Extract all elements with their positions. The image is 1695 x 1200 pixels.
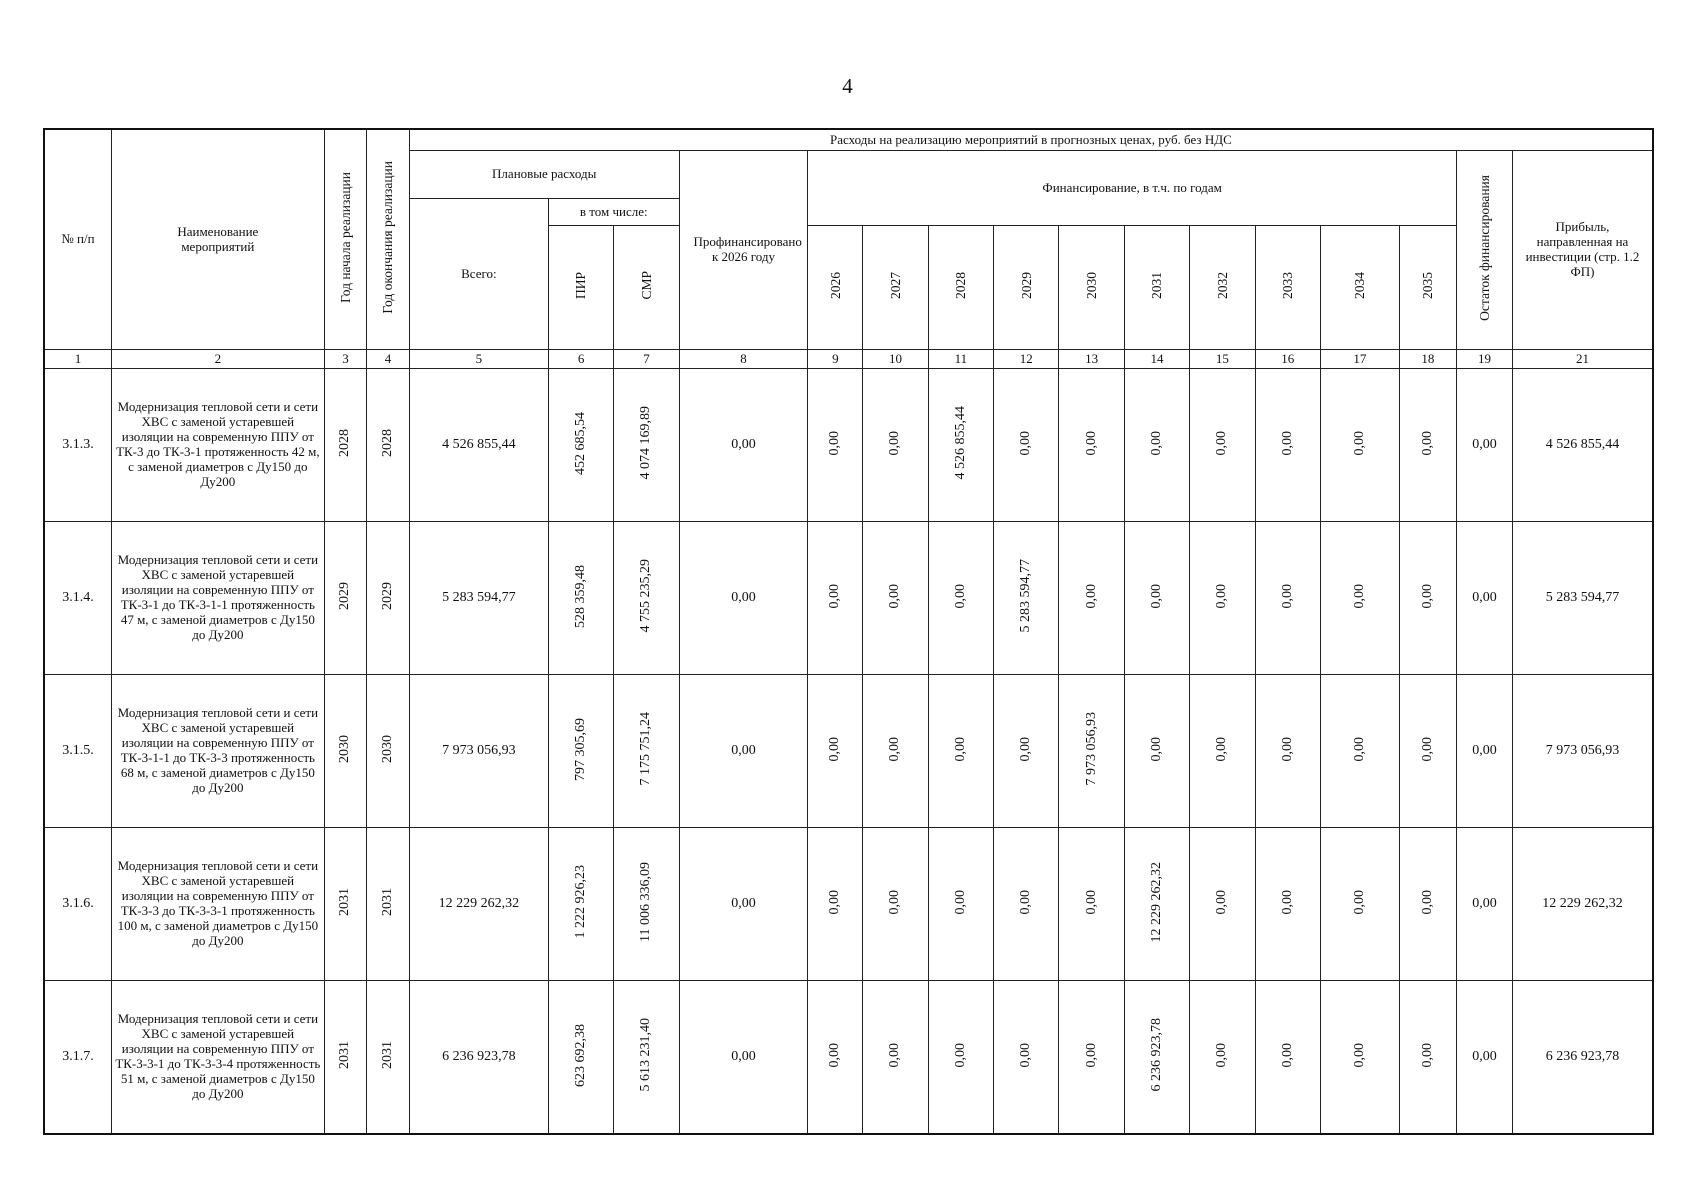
year-funding-2032 bbox=[1190, 828, 1255, 981]
remainder-financing: 0,00 bbox=[1456, 522, 1512, 675]
column-number: 21 bbox=[1512, 350, 1653, 369]
start-year bbox=[324, 981, 367, 1135]
pir-cost bbox=[548, 675, 613, 828]
year-funding-2027 bbox=[863, 675, 928, 828]
header-total: Всего: bbox=[409, 199, 548, 350]
header-year-2030 bbox=[1059, 226, 1124, 350]
header-including: в том числе: bbox=[548, 199, 679, 226]
measure-name: Модернизация тепловой сети и сети ХВС с заменой устаревшей изоляции на современную ППУ от ТК-3-3 до ТК-3-3-1 протяженность 100 м, с заменой диаметров с Ду150 до Ду200 bbox=[111, 828, 324, 981]
header-start-year-text: Год начала реализации bbox=[337, 172, 353, 303]
profit-investment: 7 973 056,93 bbox=[1512, 675, 1653, 828]
smr-cost-text: 5 613 231,40 bbox=[638, 1018, 654, 1092]
smr-cost bbox=[614, 675, 679, 828]
year-funding-2029 bbox=[994, 828, 1059, 981]
start-year bbox=[324, 828, 367, 981]
column-number: 9 bbox=[808, 350, 863, 369]
year-funding-2030-text: 7 973 056,93 bbox=[1083, 712, 1099, 786]
year-funding-2034-text: 0,00 bbox=[1351, 736, 1367, 762]
year-funding-2027-text: 0,00 bbox=[887, 889, 903, 915]
year-funding-2031-text: 6 236 923,78 bbox=[1148, 1018, 1164, 1092]
year-funding-2027-text: 0,00 bbox=[887, 736, 903, 762]
end-year bbox=[367, 522, 410, 675]
end-year bbox=[367, 675, 410, 828]
year-funding-2027-text: 0,00 bbox=[887, 583, 903, 609]
header-year-2031 bbox=[1124, 226, 1189, 350]
year-funding-2028-text: 0,00 bbox=[952, 1042, 968, 1068]
year-funding-2028 bbox=[928, 675, 993, 828]
year-funding-2029-text: 0,00 bbox=[1018, 889, 1034, 915]
year-funding-2034 bbox=[1320, 981, 1399, 1135]
header-smr-text: СМР bbox=[638, 271, 654, 300]
year-label: 2034 bbox=[1352, 272, 1368, 300]
header-year-2027 bbox=[863, 226, 928, 350]
header-financed bbox=[679, 151, 808, 350]
year-funding-2029 bbox=[994, 981, 1059, 1135]
smr-cost-text: 4 755 235,29 bbox=[638, 559, 654, 633]
year-funding-2030-text: 0,00 bbox=[1083, 889, 1099, 915]
year-funding-2027 bbox=[863, 522, 928, 675]
row-number: 3.1.5. bbox=[44, 675, 111, 828]
year-funding-2033 bbox=[1255, 828, 1320, 981]
year-funding-2026-text: 0,00 bbox=[827, 1042, 843, 1068]
financed-by-2026: 0,00 bbox=[679, 828, 808, 981]
header-planned: Плановые расходы bbox=[409, 151, 679, 199]
year-funding-2027 bbox=[863, 981, 928, 1135]
header-remainder-text: Остаток финансирования bbox=[1476, 175, 1492, 321]
total-cost: 12 229 262,32 bbox=[409, 828, 548, 981]
year-funding-2026-text: 0,00 bbox=[827, 889, 843, 915]
year-funding-2035-text: 0,00 bbox=[1419, 1042, 1435, 1068]
header-year-2028 bbox=[928, 226, 993, 350]
header-pir bbox=[548, 226, 613, 350]
pir-cost bbox=[548, 369, 613, 522]
year-funding-2035 bbox=[1399, 828, 1456, 981]
year-funding-2030 bbox=[1059, 675, 1124, 828]
table-row bbox=[44, 981, 1653, 1135]
smr-cost-text: 4 074 169,89 bbox=[638, 406, 654, 480]
year-funding-2029-text: 5 283 594,77 bbox=[1018, 559, 1034, 633]
year-funding-2033-text: 0,00 bbox=[1279, 583, 1295, 609]
pir-cost-text: 623 692,38 bbox=[573, 1023, 589, 1087]
header-no: № п/п bbox=[44, 129, 111, 350]
year-funding-2030 bbox=[1059, 828, 1124, 981]
measure-name: Модернизация тепловой сети и сети ХВС с заменой устаревшей изоляции на современную ППУ от ТК-3-3-1 до ТК-3-3-4 протяженность 51 м, с заменой диаметров с Ду150 до Ду200 bbox=[111, 981, 324, 1135]
smr-cost bbox=[614, 828, 679, 981]
year-funding-2026 bbox=[808, 369, 863, 522]
total-cost: 4 526 855,44 bbox=[409, 369, 548, 522]
total-cost: 5 283 594,77 bbox=[409, 522, 548, 675]
year-funding-2028-text: 0,00 bbox=[952, 889, 968, 915]
year-funding-2027-text: 0,00 bbox=[887, 430, 903, 456]
smr-cost-text: 7 175 751,24 bbox=[638, 712, 654, 786]
start-year-text: 2029 bbox=[337, 582, 353, 611]
year-funding-2028 bbox=[928, 981, 993, 1135]
pir-cost-text: 797 305,69 bbox=[573, 717, 589, 781]
year-funding-2033-text: 0,00 bbox=[1279, 1042, 1295, 1068]
year-funding-2029-text: 0,00 bbox=[1018, 430, 1034, 456]
year-funding-2029 bbox=[994, 675, 1059, 828]
year-funding-2026 bbox=[808, 522, 863, 675]
column-number: 16 bbox=[1255, 350, 1320, 369]
year-funding-2035-text: 0,00 bbox=[1419, 583, 1435, 609]
year-funding-2026-text: 0,00 bbox=[827, 583, 843, 609]
year-funding-2029-text: 0,00 bbox=[1018, 736, 1034, 762]
financed-by-2026: 0,00 bbox=[679, 675, 808, 828]
smr-cost bbox=[614, 369, 679, 522]
financed-by-2026: 0,00 bbox=[679, 522, 808, 675]
column-number: 1 bbox=[44, 350, 111, 369]
year-funding-2028-text: 0,00 bbox=[952, 736, 968, 762]
table-row bbox=[44, 369, 1653, 522]
header-name bbox=[111, 129, 324, 350]
measure-name: Модернизация тепловой сети и сети ХВС с заменой устаревшей изоляции на современную ППУ от ТК-3 до ТК-3-1 протяженность 42 м, с заменой диаметров с Ду150 до Ду200 bbox=[111, 369, 324, 522]
header-name-text: Наименование мероприятий bbox=[177, 223, 259, 254]
year-funding-2032-text: 0,00 bbox=[1214, 889, 1230, 915]
year-funding-2032 bbox=[1190, 675, 1255, 828]
year-funding-2031-text: 0,00 bbox=[1148, 736, 1164, 762]
year-funding-2034-text: 0,00 bbox=[1351, 889, 1367, 915]
pir-cost-text: 1 222 926,23 bbox=[573, 865, 589, 939]
year-funding-2026 bbox=[808, 828, 863, 981]
financed-by-2026: 0,00 bbox=[679, 369, 808, 522]
start-year bbox=[324, 522, 367, 675]
year-funding-2032-text: 0,00 bbox=[1214, 1042, 1230, 1068]
header-year-2032 bbox=[1190, 226, 1255, 350]
year-funding-2035 bbox=[1399, 369, 1456, 522]
row-number: 3.1.7. bbox=[44, 981, 111, 1135]
year-funding-2030-text: 0,00 bbox=[1083, 430, 1099, 456]
table-row bbox=[44, 675, 1653, 828]
row-number: 3.1.6. bbox=[44, 828, 111, 981]
year-funding-2027 bbox=[863, 828, 928, 981]
profit-investment: 6 236 923,78 bbox=[1512, 981, 1653, 1135]
year-funding-2030 bbox=[1059, 369, 1124, 522]
year-funding-2031 bbox=[1124, 522, 1189, 675]
end-year-text: 2030 bbox=[379, 735, 395, 764]
year-funding-2031 bbox=[1124, 981, 1189, 1135]
year-funding-2031 bbox=[1124, 369, 1189, 522]
column-number: 11 bbox=[928, 350, 993, 369]
column-number-row bbox=[44, 350, 1653, 369]
year-funding-2030 bbox=[1059, 522, 1124, 675]
smr-cost-text: 11 006 336,09 bbox=[638, 862, 654, 943]
header-profit-text: Прибыль, направленная на инвестиции (стр. 1.2 ФП) bbox=[1525, 219, 1640, 279]
year-funding-2031-text: 0,00 bbox=[1148, 430, 1164, 456]
column-number: 4 bbox=[367, 350, 410, 369]
year-funding-2028 bbox=[928, 828, 993, 981]
column-number: 3 bbox=[324, 350, 367, 369]
header-smr bbox=[614, 226, 679, 350]
start-year-text: 2030 bbox=[337, 735, 353, 764]
end-year bbox=[367, 369, 410, 522]
year-funding-2033-text: 0,00 bbox=[1279, 889, 1295, 915]
year-funding-2029-text: 0,00 bbox=[1018, 1042, 1034, 1068]
year-funding-2033 bbox=[1255, 369, 1320, 522]
column-number: 19 bbox=[1456, 350, 1512, 369]
profit-investment: 12 229 262,32 bbox=[1512, 828, 1653, 981]
column-number: 7 bbox=[614, 350, 679, 369]
year-label: 2029 bbox=[1018, 272, 1034, 300]
year-funding-2027 bbox=[863, 369, 928, 522]
column-number: 5 bbox=[409, 350, 548, 369]
year-funding-2035-text: 0,00 bbox=[1419, 889, 1435, 915]
year-funding-2027-text: 0,00 bbox=[887, 1042, 903, 1068]
header-expenses-group: Расходы на реализацию мероприятий в прогнозных ценах, руб. без НДС bbox=[409, 129, 1653, 151]
column-number: 10 bbox=[863, 350, 928, 369]
year-funding-2033 bbox=[1255, 522, 1320, 675]
financed-by-2026: 0,00 bbox=[679, 981, 808, 1135]
header-year-2033 bbox=[1255, 226, 1320, 350]
profit-investment: 5 283 594,77 bbox=[1512, 522, 1653, 675]
pir-cost bbox=[548, 522, 613, 675]
year-label: 2027 bbox=[887, 272, 903, 300]
year-funding-2033-text: 0,00 bbox=[1279, 736, 1295, 762]
year-funding-2033 bbox=[1255, 675, 1320, 828]
total-cost: 7 973 056,93 bbox=[409, 675, 548, 828]
year-label: 2031 bbox=[1149, 272, 1165, 300]
year-funding-2034-text: 0,00 bbox=[1351, 1042, 1367, 1068]
year-funding-2033 bbox=[1255, 981, 1320, 1135]
year-funding-2035 bbox=[1399, 981, 1456, 1135]
remainder-financing: 0,00 bbox=[1456, 369, 1512, 522]
year-funding-2035-text: 0,00 bbox=[1419, 736, 1435, 762]
year-funding-2032 bbox=[1190, 522, 1255, 675]
year-label: 2033 bbox=[1280, 272, 1296, 300]
year-funding-2030-text: 0,00 bbox=[1083, 583, 1099, 609]
column-number: 17 bbox=[1320, 350, 1399, 369]
remainder-financing: 0,00 bbox=[1456, 675, 1512, 828]
pir-cost bbox=[548, 828, 613, 981]
header-year-2034 bbox=[1320, 226, 1399, 350]
year-funding-2035 bbox=[1399, 522, 1456, 675]
year-funding-2034-text: 0,00 bbox=[1351, 430, 1367, 456]
header-profit bbox=[1512, 151, 1653, 350]
smr-cost bbox=[614, 522, 679, 675]
year-funding-2034 bbox=[1320, 675, 1399, 828]
end-year-text: 2031 bbox=[379, 1041, 395, 1070]
year-funding-2031-text: 0,00 bbox=[1148, 583, 1164, 609]
total-cost: 6 236 923,78 bbox=[409, 981, 548, 1135]
table-row bbox=[44, 828, 1653, 981]
start-year-text: 2028 bbox=[337, 429, 353, 458]
year-funding-2035 bbox=[1399, 675, 1456, 828]
year-funding-2032 bbox=[1190, 981, 1255, 1135]
header-remainder bbox=[1456, 151, 1512, 350]
year-funding-2032 bbox=[1190, 369, 1255, 522]
year-label: 2035 bbox=[1420, 272, 1436, 300]
year-funding-2026 bbox=[808, 675, 863, 828]
header-year-2029 bbox=[994, 226, 1059, 350]
column-number: 13 bbox=[1059, 350, 1124, 369]
header-end-year bbox=[367, 129, 410, 350]
year-funding-2032-text: 0,00 bbox=[1214, 430, 1230, 456]
year-funding-2034 bbox=[1320, 522, 1399, 675]
header-year-2026 bbox=[808, 226, 863, 350]
remainder-financing: 0,00 bbox=[1456, 981, 1512, 1135]
header-pir-text: ПИР bbox=[573, 272, 589, 300]
column-number: 14 bbox=[1124, 350, 1189, 369]
profit-investment: 4 526 855,44 bbox=[1512, 369, 1653, 522]
header-financing: Финансирование, в т.ч. по годам bbox=[808, 151, 1457, 226]
year-label: 2028 bbox=[953, 272, 969, 300]
end-year bbox=[367, 828, 410, 981]
end-year bbox=[367, 981, 410, 1135]
end-year-text: 2028 bbox=[379, 429, 395, 458]
column-number: 6 bbox=[548, 350, 613, 369]
year-funding-2034 bbox=[1320, 369, 1399, 522]
column-number: 15 bbox=[1190, 350, 1255, 369]
start-year bbox=[324, 369, 367, 522]
year-funding-2026-text: 0,00 bbox=[827, 736, 843, 762]
year-label: 2032 bbox=[1214, 272, 1230, 300]
year-funding-2033-text: 0,00 bbox=[1279, 430, 1295, 456]
column-number: 12 bbox=[994, 350, 1059, 369]
pir-cost-text: 528 359,48 bbox=[573, 564, 589, 628]
column-number: 8 bbox=[679, 350, 808, 369]
pir-cost-text: 452 685,54 bbox=[573, 411, 589, 475]
table-row bbox=[44, 522, 1653, 675]
year-funding-2026-text: 0,00 bbox=[827, 430, 843, 456]
year-funding-2028-text: 0,00 bbox=[952, 583, 968, 609]
year-label: 2030 bbox=[1083, 272, 1099, 300]
header-start-year bbox=[324, 129, 367, 350]
column-number: 2 bbox=[111, 350, 324, 369]
row-number: 3.1.3. bbox=[44, 369, 111, 522]
start-year bbox=[324, 675, 367, 828]
year-funding-2034 bbox=[1320, 828, 1399, 981]
year-funding-2032-text: 0,00 bbox=[1214, 736, 1230, 762]
year-label: 2026 bbox=[827, 272, 843, 300]
year-funding-2030-text: 0,00 bbox=[1083, 1042, 1099, 1068]
year-funding-2031 bbox=[1124, 828, 1189, 981]
header-year-2035 bbox=[1399, 226, 1456, 350]
investment-table bbox=[43, 128, 1654, 1135]
header-financed-text: Профинансировано к 2026 году bbox=[693, 234, 802, 264]
year-funding-2032-text: 0,00 bbox=[1214, 583, 1230, 609]
end-year-text: 2029 bbox=[379, 582, 395, 611]
start-year-text: 2031 bbox=[337, 888, 353, 917]
year-funding-2035-text: 0,00 bbox=[1419, 430, 1435, 456]
header-end-year-text: Год окончания реализации bbox=[380, 161, 396, 314]
year-funding-2030 bbox=[1059, 981, 1124, 1135]
year-funding-2031 bbox=[1124, 675, 1189, 828]
year-funding-2026 bbox=[808, 981, 863, 1135]
smr-cost bbox=[614, 981, 679, 1135]
measure-name: Модернизация тепловой сети и сети ХВС с заменой устаревшей изоляции на современную ППУ от ТК-3-1 до ТК-3-1-1 протяженность 47 м, с заменой диаметров с Ду150 до Ду200 bbox=[111, 522, 324, 675]
page-number: 4 bbox=[842, 74, 853, 98]
measure-name: Модернизация тепловой сети и сети ХВС с заменой устаревшей изоляции на современную ППУ от ТК-3-1-1 до ТК-3-3 протяженность 68 м, с заменой диаметров с Ду150 до Ду200 bbox=[111, 675, 324, 828]
row-number: 3.1.4. bbox=[44, 522, 111, 675]
year-funding-2028-text: 4 526 855,44 bbox=[952, 406, 968, 480]
year-funding-2028 bbox=[928, 369, 993, 522]
pir-cost bbox=[548, 981, 613, 1135]
start-year-text: 2031 bbox=[337, 1041, 353, 1070]
remainder-financing: 0,00 bbox=[1456, 828, 1512, 981]
table-body bbox=[44, 369, 1653, 1135]
year-funding-2034-text: 0,00 bbox=[1351, 583, 1367, 609]
year-funding-2031-text: 12 229 262,32 bbox=[1148, 861, 1164, 943]
column-number: 18 bbox=[1399, 350, 1456, 369]
year-funding-2028 bbox=[928, 522, 993, 675]
year-funding-2029 bbox=[994, 369, 1059, 522]
end-year-text: 2031 bbox=[379, 888, 395, 917]
year-funding-2029 bbox=[994, 522, 1059, 675]
